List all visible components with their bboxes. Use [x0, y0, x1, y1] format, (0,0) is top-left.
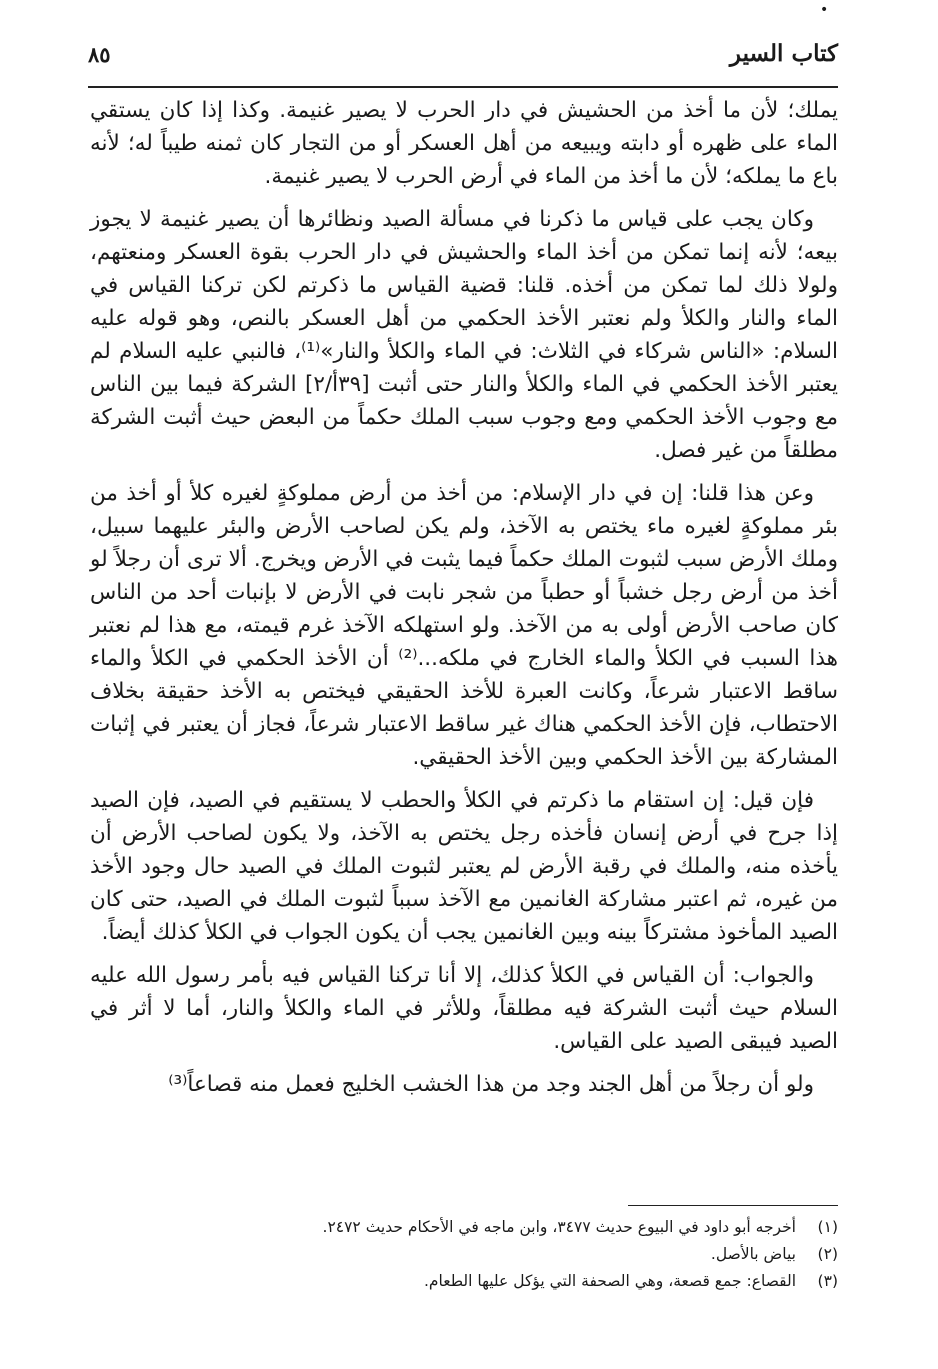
paragraph-1: يملك؛ لأن ما أخذ من الحشيش في دار الحرب لا يصير غنيمة. وكذا إذا كان يستقي الماء على ظهره أو دابته ويبيعه من أهل العسكر أو من التجار كان ثمنه طيباً له؛ لأنه باع ما يملكه؛ لأن ما أخذ من الماء في أرض الحرب لا يصير غنيمة. [90, 98, 838, 189]
page-header [88, 40, 838, 88]
running-title: كتاب السير [729, 40, 838, 67]
paragraph-4: فإن قيل: إن استقام ما ذكرتم في الكلأ والحطب لا يستقيم في الصيد، فإن الصيد إذا جرح في أرض إنسان فأخذه رجل يختص به الآخذ، ولا يكون لصاحب الأرض أن يأخذه منه، والملك في رقبة الأرض لم يعتبر لثبوت الملك في الصيد حال وجود الأخذ من غيره، ثم اعتبر مشاركة الغانمين مع الآخذ سبباً لثبوت الملك في الصيد، حتى كان الصيد المأخوذ مشتركاً بينه وبين الغانمين يجب أن يكون الجواب في الكلأ كذلك أيضاً. [90, 788, 838, 945]
corner-mark: • [820, 2, 829, 18]
footnote-text: بياض بالأصل. [710, 1245, 796, 1263]
main-text [90, 94, 838, 1111]
footnotes [90, 1214, 838, 1295]
paragraph-3: وعن هذا قلنا: إن في دار الإسلام: من أخذ من أرض مملوكةٍ لغيره كلأ أو أخذ من بئر مملوكةٍ لغيره ماء يختص به الآخذ، ولم يكن لصاحب الأرض والبئر عليهما سبيل، وملك الأرض سبب لثبوت الملك حكماً فيما يثبت في الأرض ويخرج. ألا ترى أن رجلاً لو أخذ من أرض رجل خشباً أو حطباً من شجر نابت في الأرض لا بإنبات أحد من الناس كان صاحب الأرض أولى به من الآخذ. ولو استهلكه الآخذ غرم قيمته، مع هذا لم نعتبر هذا السبب في الكلأ والماء الخارج في ملكه...⁽²⁾ أن الأخذ الحكمي في الكلأ والماء ساقط الاعتبار شرعاً، وكانت العبرة للأخذ الحقيقي فيختص به الأخذ حقيقة بخلاف الاحتطاب، فإن الأخذ الحكمي هناك غير ساقط الاعتبار شرعاً، فجاز أن يعتبر في إثبات المشاركة بين الأخذ الحكمي وبين الأخذ الحقيقي. [90, 481, 839, 770]
footnote [90, 1268, 838, 1295]
paragraph-6: ولو أن رجلاً من أهل الجند وجد من هذا الخشب الخليج فعمل منه قصاعاً⁽³⁾ [168, 1072, 814, 1097]
footnote-number: (٢) [817, 1245, 838, 1263]
page-number: ٨٥ [88, 42, 111, 67]
paragraph-5: والجواب: أن القياس في الكلأ كذلك، إلا أنا تركنا القياس فيه بأمر رسول الله عليه السلام حيث أثبت الشركة فيه مطلقاً، وللأثر في الماء والكلأ والنار، أما لا أثر في الصيد فيبقى الصيد على القياس. [90, 963, 838, 1054]
footnote [90, 1241, 838, 1268]
footnote-text: القصاع: جمع قصعة، وهي الصحفة التي يؤكل عليها الطعام. [423, 1272, 796, 1290]
footnote-number: (١) [817, 1218, 838, 1236]
footnote [90, 1214, 838, 1241]
footnote-text: أخرجه أبو داود في البيوع حديث ٣٤٧٧، وابن ماجه في الأحكام حديث ٢٤٧٢. [322, 1218, 796, 1236]
footnote-divider [628, 1205, 838, 1206]
paragraph-2: وكان يجب على قياس ما ذكرنا في مسألة الصيد ونظائرها أن يصير غنيمة لا يجوز بيعه؛ لأنه إنما تمكن من أخذ الماء والحشيش في دار الحرب بقوة العسكر ومنعتهم، ولولا ذلك لما تمكن من أخذه. قلنا: قضية القياس ما ذكرتم لكن تركنا القياس في الماء والنار والكلأ ولم نعتبر الأخذ الحكمي من أهل العسكر بالنص، وهو قوله عليه السلام: «الناس شركاء في الثلاث: في الماء والكلأ والنار»⁽¹⁾، فالنبي عليه السلام لم يعتبر الأخذ الحكمي في الماء والكلأ والنار حتى أثبت [٣٩أ/٢] الشركة فيما بين الناس مع وجوب الأخذ الحكمي ومع وجوب سبب الملك حكماً من البعض حيث أثبت الشركة مطلقاً من غير فصل. [90, 207, 839, 463]
footnote-number: (٣) [817, 1272, 838, 1290]
